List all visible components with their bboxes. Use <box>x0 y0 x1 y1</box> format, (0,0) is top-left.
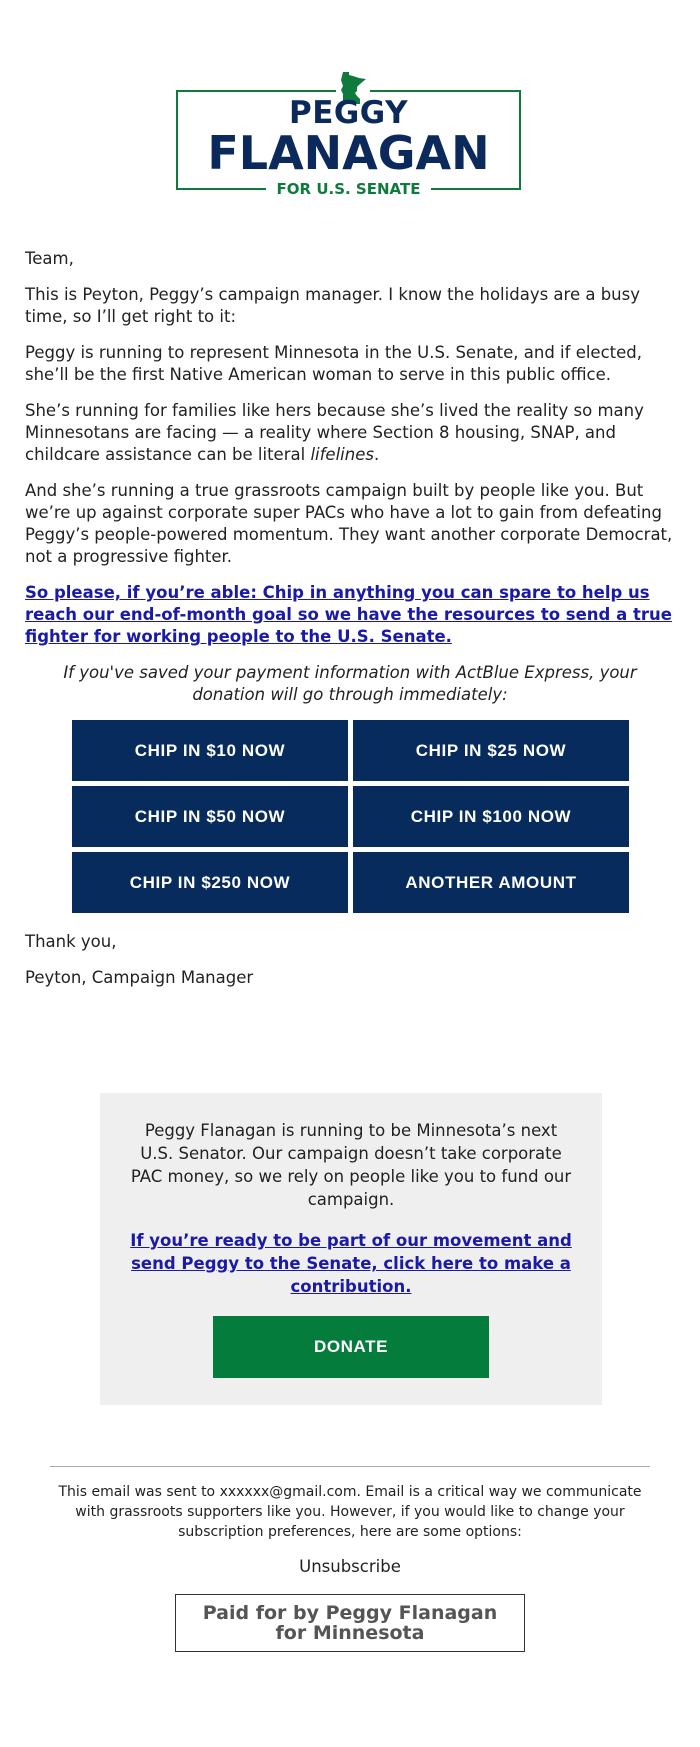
paid-for-disclaimer: Paid for by Peggy Flanagan for Minnesota <box>175 1594 525 1652</box>
paragraph-families-text: She’s running for families like hers because she’s lived the reality so many Minnesotans are facing — a reality where Section 8 housing, SNAP, and childcare assistance can be literal <box>25 401 644 464</box>
donate-button[interactable]: DONATE <box>213 1316 489 1378</box>
logo-last-name: FLANAGAN <box>207 126 490 180</box>
greeting: Team, <box>25 249 74 268</box>
chip-in-50-button[interactable]: CHIP IN $50 NOW <box>72 786 348 847</box>
cta-paragraph <box>25 582 675 648</box>
donation-button-grid <box>72 720 632 913</box>
logo-subline: FOR U.S. SENATE <box>276 180 421 198</box>
signoff: Thank you, <box>25 932 117 951</box>
paragraph-candidate: Peggy is running to represent Minnesota in the U.S. Senate, and if elected, she’ll be the first Native American woman to serve in this public office. <box>25 343 642 384</box>
chip-in-250-button[interactable]: CHIP IN $250 NOW <box>72 852 348 913</box>
unsubscribe-link[interactable]: Unsubscribe <box>299 1557 401 1576</box>
contribution-link[interactable]: If you’re ready to be part of our movement and send Peggy to the Senate, click here to make a contribution. <box>130 1231 572 1296</box>
actblue-express-note: If you've saved your payment information with ActBlue Express, your donation will go through immediately: <box>63 663 637 704</box>
contribution-box <box>100 1093 602 1405</box>
email-body <box>25 248 675 1003</box>
campaign-logo <box>176 70 526 202</box>
chip-in-link[interactable]: So please, if you’re able: Chip in anything you can spare to help us reach our end-of-month goal so we have the resources to send a true fighter for working people to the U.S. Senate. <box>25 583 672 646</box>
lifelines-emphasis: lifelines <box>310 445 374 464</box>
footer-divider <box>50 1466 650 1467</box>
paragraph-families-end: . <box>373 445 380 464</box>
chip-in-100-button[interactable]: CHIP IN $100 NOW <box>353 786 629 847</box>
paragraph-families <box>25 400 675 466</box>
paragraph-intro: This is Peyton, Peggy’s campaign manager. I know the holidays are a busy time, so I’ll get right to it: <box>25 285 640 326</box>
signature: Peyton, Campaign Manager <box>25 968 254 987</box>
chip-in-10-button[interactable]: CHIP IN $10 NOW <box>72 720 348 781</box>
chip-in-25-button[interactable]: CHIP IN $25 NOW <box>353 720 629 781</box>
paragraph-grassroots: And she’s running a true grassroots campaign built by people like you. But we’re up against corporate super PACs who have a lot to gain from defeating Peggy’s people-powered momentum. They want another corporate Democrat, not a progressive fighter. <box>25 481 673 566</box>
another-amount-button[interactable]: ANOTHER AMOUNT <box>353 852 629 913</box>
contribution-box-text: Peggy Flanagan is running to be Minnesota’s next U.S. Senator. Our campaign doesn’t take corporate PAC money, so we rely on people like you to fund our campaign. <box>130 1121 572 1209</box>
logo-first-name: PEGGY <box>288 95 409 131</box>
footer-notice: This email was sent to xxxxxx@gmail.com. Email is a critical way we communicate with grassroots supporters like you. However, if you would like to change your subscription preferences, here are some options: <box>58 1484 642 1540</box>
